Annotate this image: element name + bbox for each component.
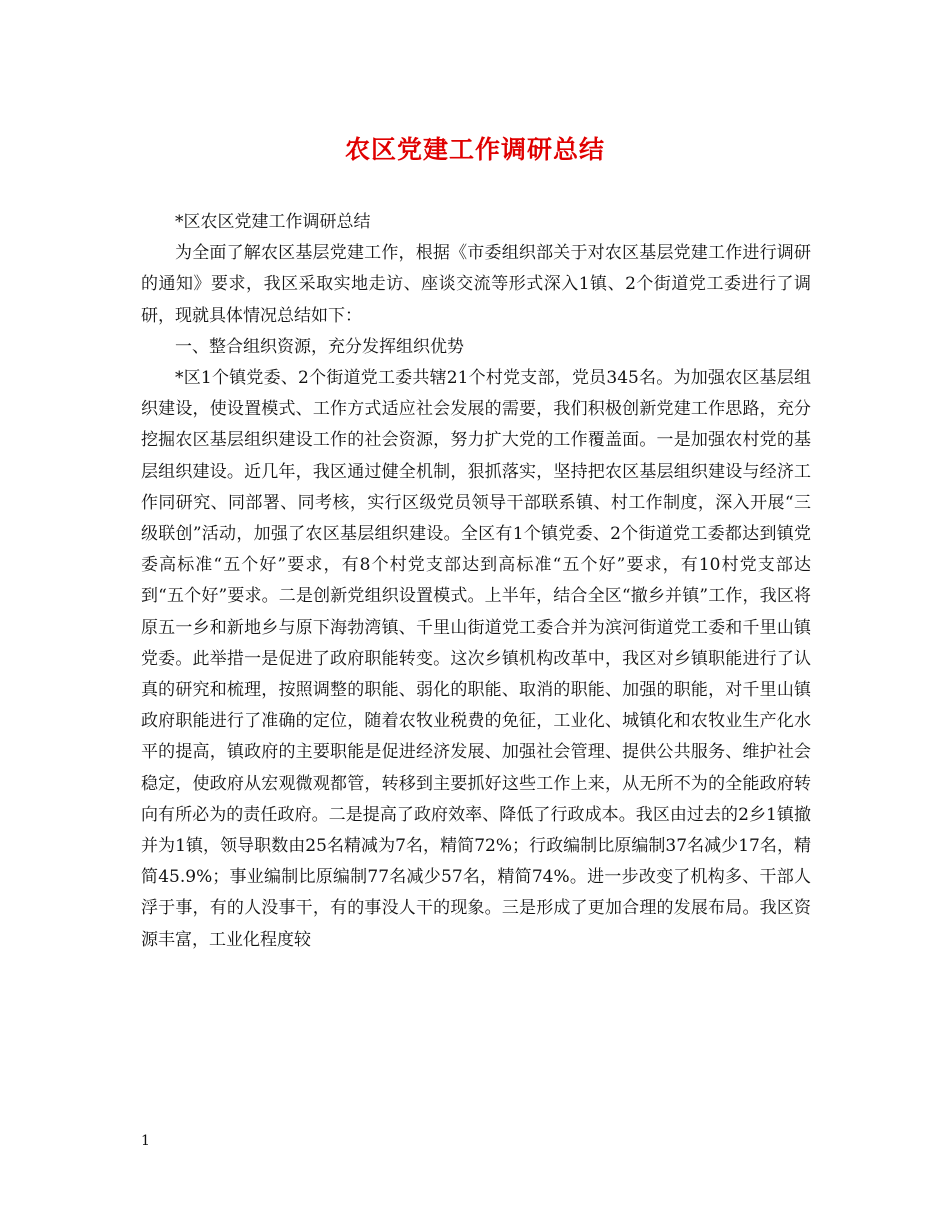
- document-title: 农区党建工作调研总结: [344, 135, 605, 164]
- page-number: 1: [141, 1133, 150, 1149]
- body-paragraph: *区1个镇党委、2个街道党工委共辖21个村党支部，党员345名。为加强农区基层组织建设，使设置模式、工作方式适应社会发展的需要，我们积极创新党建工作思路，充分挖掘农区基层组织建设工作的社会资源，努力扩大党的工作覆盖面。一是加强农村党的基层组织建设。近几年，我区通过健全机制，狠抓落实，坚持把农区基层组织建设与经济工作同研究、同部署、同考核，实行区级党员领导干部联系镇、村工作制度，深入开展“三级联创”活动，加强了农区基层组织建设。全区有1个镇党委、2个街道党工委都达到镇党委高标准“五个好”要求，有8个村党支部达到高标准“五个好”要求，有10村党支部达到“五个好”要求。二是创新党组织设置模式。上半年，结合全区“撤乡并镇”工作，我区将原五一乡和新地乡与原下海勃湾镇、千里山街道党工委合并为滨河街道党工委和千里山镇党委。此举措一是促进了政府职能转变。这次乡镇机构改革中，我区对乡镇职能进行了认真的研究和梳理，按照调整的职能、弱化的职能、取消的职能、加强的职能，对千里山镇政府职能进行了准确的定位，随着农牧业税费的免征，工业化、城镇化和农牧业生产化水平的提高，镇政府的主要职能是促进经济发展、加强社会管理、提供公共服务、维护社会稳定，使政府从宏观微观都管，转移到主要抓好这些工作上来，从无所不为的全能政府转向有所必为的责任政府。二是提高了政府效率、降低了行政成本。我区由过去的2乡1镇撤并为1镇，领导职数由25名精减为7名，精简72%；行政编制比原编制37名减少17名，精简45.9%；事业编制比原编制77名减少57名，精简74%。进一步改变了机构多、干部人浮于事，有的人没事干，有的事没人干的现象。三是形成了更加合理的发展布局。我区资源丰富，工业化程度较: [141, 368, 811, 950]
- subtitle-paragraph: *区农区党建工作调研总结: [175, 212, 371, 232]
- intro-paragraph: 为全面了解农区基层党建工作，根据《市委组织部关于对农区基层党建工作进行调研的通知》要求，我区采取实地走访、座谈交流等形式深入1镇、2个街道党工委进行了调研，现就具体情况总结如下：: [141, 243, 811, 326]
- document-body: [141, 207, 811, 956]
- section-heading: 一、整合组织资源，充分发挥组织优势: [175, 336, 464, 357]
